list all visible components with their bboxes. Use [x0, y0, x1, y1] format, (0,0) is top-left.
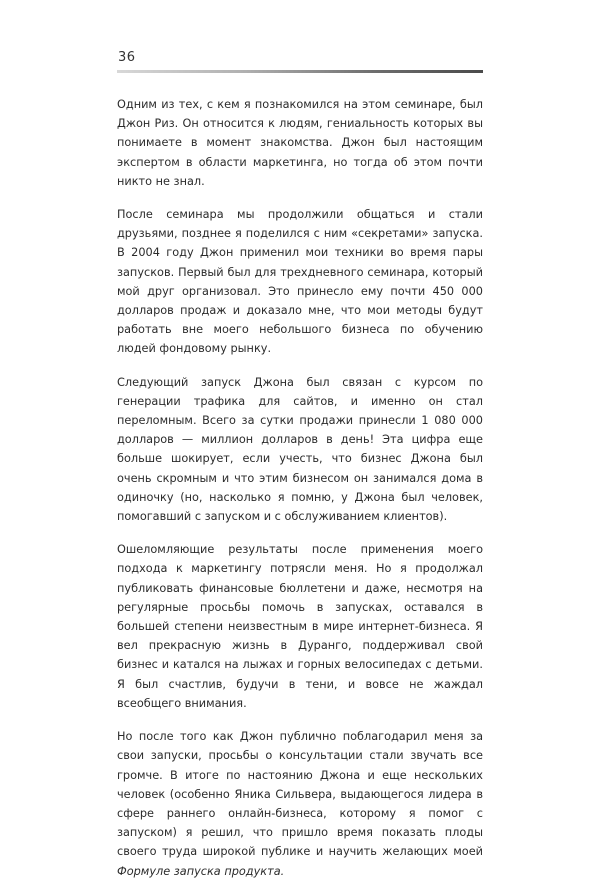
- book-title-italic: Формуле запуска продукта.: [117, 864, 285, 878]
- paragraph-2: После семинара мы продолжили общаться и стали друзьями, позднее я поделился с ним «секретами» запуска. В 2004 году Джон применил мои техники во время пары запусков. Первый был для трехдневного семинара, который мой друг организовал. Это принесло ему почти 450 000 долларов продаж и доказало мне, что мои методы будут работать вне моего небольшого бизнеса по обучению людей фондовому рынку.: [117, 208, 483, 356]
- paragraph-4: Ошеломляющие результаты после применения моего подхода к маркетингу потрясли меня. Но я продолжал публиковать финансовые бюллетени и даже, несмотря на регулярные просьбы помочь в запусках, оставался в большей степени неизвестным в мире интернет-бизнеса. Я вел прекрасную жизнь в Дуранго, поддерживал свой бизнес и катался на лыжах и горных велосипедах с детьми. Я был счастлив, будучи в тени, и вовсе не жаждал всеобщего внимания.: [117, 543, 483, 710]
- text-body: [117, 95, 483, 881]
- paragraph-3: Следующий запуск Джона был связан с курсом по генерации трафика для сайтов, и именно он стал переломным. Всего за сутки продажи принесли 1 080 000 долларов — миллион долларов в день! Эта цифра еще больше шокирует, если учесть, что бизнес Джона был очень скромным и что этим бизнесом он занимался дома в одиночку (но, насколько я помню, у Джона был человек, помогавший с запуском и с обслуживанием клиентов).: [117, 375, 483, 524]
- paragraph-5: [117, 727, 483, 881]
- page-number: 36: [118, 50, 136, 65]
- paragraph-1: Одним из тех, с кем я познакомился на этом семинаре, был Джон Риз. Он относится к людям, гениальность которых вы понимаете в момент знакомства. Джон был настоящим экспертом в области маркетинга, но тогда об этом почти никто не знал.: [117, 98, 483, 188]
- header-rule: [117, 70, 483, 73]
- paragraph-5-main: Но после того как Джон публично поблагодарил меня за свои запуски, просьбы о консультации стали звучать все громче. В итоге по настоянию Джона и еще нескольких человек (особенно Яника Сильвера, выдающегося лидера в сфере раннего онлайн-бизнеса, которому я помог с запуском) я решил, что пришло время показать плоды своего труда широкой публике и научить желающих моей: [117, 730, 483, 859]
